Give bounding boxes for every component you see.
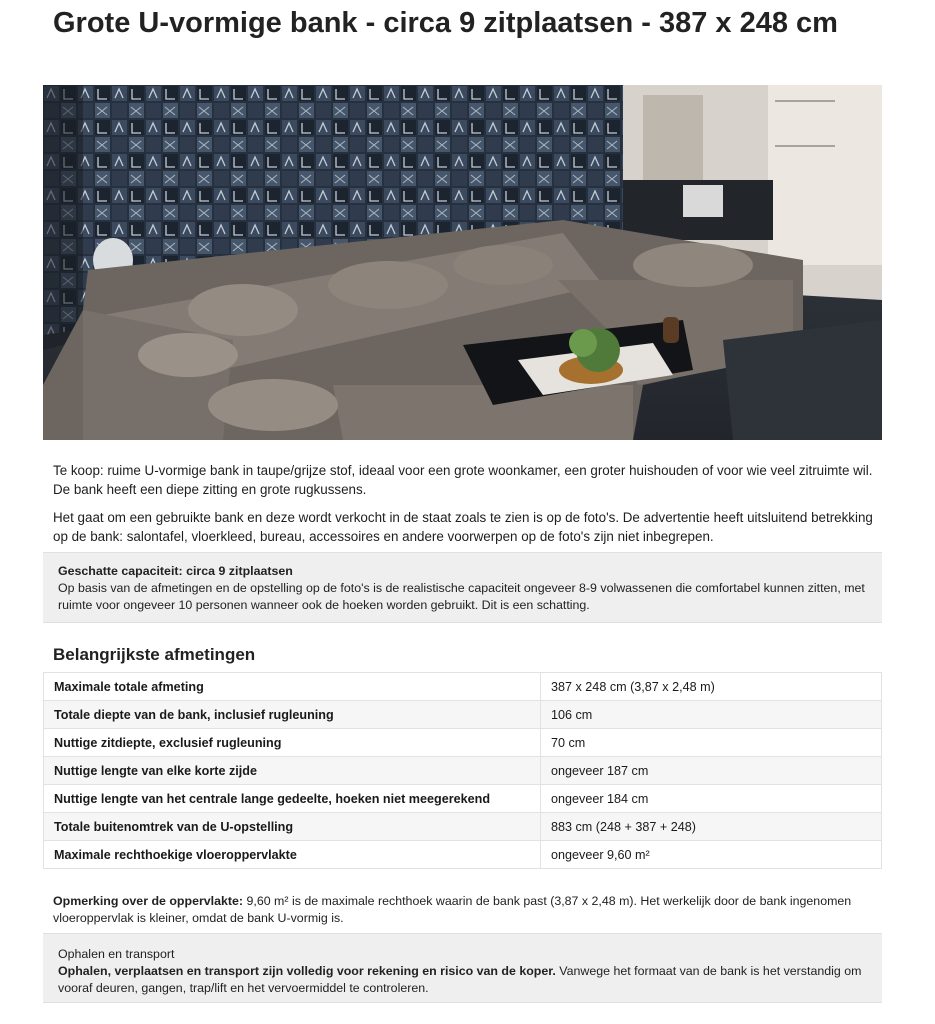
sofa-photo-icon <box>43 85 882 440</box>
listing-title: Grote U-vormige bank - circa 9 zitplaatsen - 387 x 248 cm <box>53 7 838 39</box>
dimension-label: Nuttige lengte van elke korte zijde <box>44 757 541 785</box>
transport-text: Vanwege het formaat van de bank is het verstandig om vooraf deuren, gangen, trap/lift en het vervoermiddel te controleren. <box>58 964 862 995</box>
dimension-value: 387 x 248 cm (3,87 x 2,48 m) <box>541 673 882 701</box>
condition-paragraph: Het gaat om een gebruikte bank en deze wordt verkocht in de staat zoals te zien is op de foto's. De advertentie heeft uitsluitend betrekking op de bank: salontafel, vloerkleed, bureau, accessoires en andere voorwerpen op de foto's zijn niet inbegrepen. <box>53 510 873 544</box>
table-row <box>44 673 882 701</box>
surface-note-text: 9,60 m² is de maximale rechthoek waarin de bank past (3,87 x 2,48 m). Het werkelijk door de bank ingenomen vloeroppervlak is kleiner, omdat de bank U-vormig is. <box>53 894 852 925</box>
dimension-value: ongeveer 187 cm <box>541 757 882 785</box>
table-row <box>44 757 882 785</box>
dimensions-heading: Belangrijkste afmetingen <box>53 645 256 664</box>
dimension-label: Totale diepte van de bank, inclusief rugleuning <box>44 701 541 729</box>
table-row <box>44 785 882 813</box>
dimension-value: 70 cm <box>541 729 882 757</box>
transport-title: Ophalen en transport <box>58 947 175 961</box>
dimension-value: 883 cm (248 + 387 + 248) <box>541 813 882 841</box>
capacity-text: Op basis van de afmetingen en de opstelling op de foto's is de realistische capaciteit ongeveer 8-9 volwassenen die comfortabel kunnen zitten, met ruimte voor ongeveer 10 personen wanneer ook de hoeken worden gebruikt. Dit is een schatting. <box>58 581 865 612</box>
table-row <box>44 841 882 869</box>
intro-paragraph: Te koop: ruime U-vormige bank in taupe/grijze stof, ideaal voor een grote woonkamer, een groter huishouden of voor wie veel zitruimte wil. De bank heeft een diepe zitting en grote rugkussens. <box>53 463 873 497</box>
dimension-value: ongeveer 9,60 m² <box>541 841 882 869</box>
dimension-value: ongeveer 184 cm <box>541 785 882 813</box>
dimension-label: Nuttige zitdiepte, exclusief rugleuning <box>44 729 541 757</box>
sofa-photo <box>43 85 882 440</box>
transport-box <box>43 933 882 1003</box>
dimension-label: Totale buitenomtrek van de U-opstelling <box>44 813 541 841</box>
table-row <box>44 701 882 729</box>
dimension-label: Maximale rechthoekige vloeroppervlakte <box>44 841 541 869</box>
table-row <box>44 729 882 757</box>
dimension-label: Nuttige lengte van het centrale lange gedeelte, hoeken niet meegerekend <box>44 785 541 813</box>
table-row <box>44 813 882 841</box>
surface-note-label: Opmerking over de oppervlakte: <box>53 894 244 908</box>
dimension-value: 106 cm <box>541 701 882 729</box>
surface-note <box>53 893 873 927</box>
capacity-title: Geschatte capaciteit: circa 9 zitplaatsen <box>58 564 293 578</box>
dimension-label: Maximale totale afmeting <box>44 673 541 701</box>
capacity-box <box>43 552 882 623</box>
transport-bold: Ophalen, verplaatsen en transport zijn volledig voor rekening en risico van de koper. <box>58 964 556 978</box>
dimensions-table <box>43 672 882 869</box>
